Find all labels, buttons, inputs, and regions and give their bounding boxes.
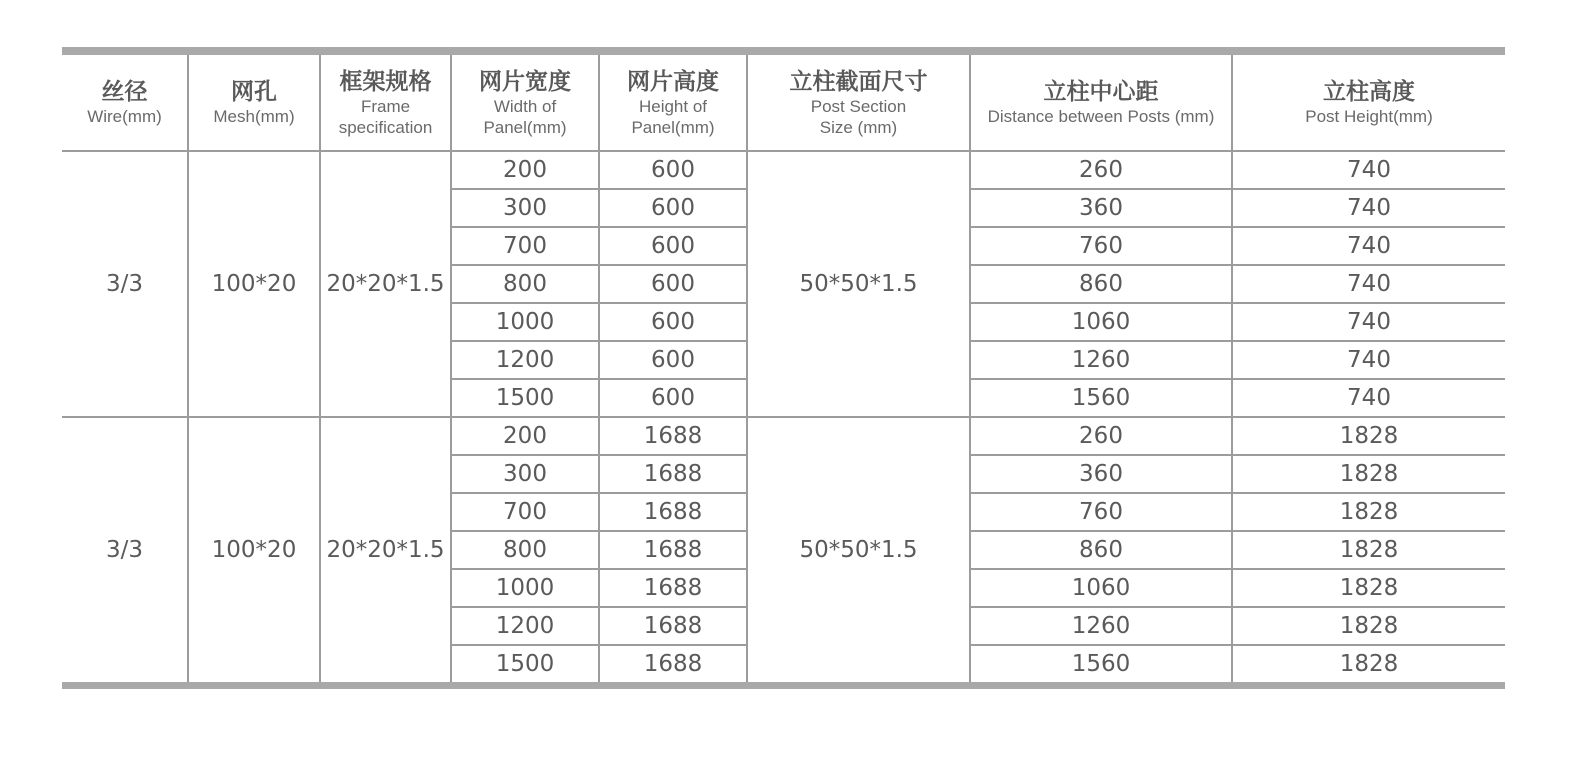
panel-width-cell: 1200 <box>451 341 599 379</box>
panel-height-cell: 1688 <box>599 569 747 607</box>
post-height-cell: 740 <box>1232 303 1505 341</box>
table-row <box>62 151 1505 189</box>
post-distance-cell: 760 <box>970 493 1232 531</box>
header-post-height: 立柱高度 Post Height(mm) <box>1232 55 1505 151</box>
panel-width-cell: 1500 <box>451 645 599 682</box>
table-header <box>62 55 1505 151</box>
mesh-cell: 100*20 <box>188 417 320 682</box>
panel-height-cell: 600 <box>599 227 747 265</box>
mesh-cell: 100*20 <box>188 151 320 417</box>
panel-height-cell: 600 <box>599 189 747 227</box>
panel-width-cell: 1200 <box>451 607 599 645</box>
panel-width-cell: 1000 <box>451 303 599 341</box>
post-section-cell: 50*50*1.5 <box>747 151 970 417</box>
bottom-rule <box>62 682 1505 689</box>
post-height-cell: 1828 <box>1232 455 1505 493</box>
header-frame: 框架规格 Frame specification <box>320 55 451 151</box>
panel-width-cell: 300 <box>451 189 599 227</box>
frame-cell: 20*20*1.5 <box>320 151 451 417</box>
post-height-cell: 1828 <box>1232 417 1505 455</box>
panel-height-cell: 1688 <box>599 645 747 682</box>
post-height-cell: 740 <box>1232 379 1505 417</box>
panel-width-cell: 700 <box>451 227 599 265</box>
post-height-cell: 740 <box>1232 265 1505 303</box>
group-1 <box>62 151 1505 417</box>
panel-height-cell: 600 <box>599 151 747 189</box>
header-post-section: 立柱截面尺寸 Post Section Size (mm) <box>747 55 970 151</box>
post-distance-cell: 1560 <box>970 645 1232 682</box>
post-distance-cell: 760 <box>970 227 1232 265</box>
post-distance-cell: 360 <box>970 455 1232 493</box>
panel-width-cell: 300 <box>451 455 599 493</box>
post-height-cell: 740 <box>1232 341 1505 379</box>
panel-height-cell: 1688 <box>599 455 747 493</box>
top-rule <box>62 47 1505 55</box>
wire-cell: 3/3 <box>105 537 143 563</box>
post-distance-cell: 1260 <box>970 341 1232 379</box>
post-height-cell: 1828 <box>1232 645 1505 682</box>
post-height-cell: 1828 <box>1232 531 1505 569</box>
panel-width-cell: 800 <box>451 265 599 303</box>
header-row <box>62 55 1505 151</box>
post-height-cell: 740 <box>1232 227 1505 265</box>
post-distance-cell: 860 <box>970 531 1232 569</box>
panel-width-cell: 1500 <box>451 379 599 417</box>
panel-height-cell: 1688 <box>599 493 747 531</box>
panel-height-cell: 600 <box>599 265 747 303</box>
panel-width-cell: 1000 <box>451 569 599 607</box>
frame-cell: 20*20*1.5 <box>320 417 451 682</box>
spec-table <box>62 55 1505 682</box>
panel-width-cell: 800 <box>451 531 599 569</box>
post-distance-cell: 1060 <box>970 569 1232 607</box>
header-wire: 丝径 Wire(mm) <box>62 55 188 151</box>
panel-height-cell: 1688 <box>599 531 747 569</box>
panel-height-cell: 600 <box>599 303 747 341</box>
panel-height-cell: 1688 <box>599 417 747 455</box>
post-distance-cell: 260 <box>970 417 1232 455</box>
post-height-cell: 1828 <box>1232 493 1505 531</box>
post-height-cell: 1828 <box>1232 607 1505 645</box>
wire-cell: 3/3 <box>62 151 188 417</box>
panel-height-cell: 1688 <box>599 607 747 645</box>
post-section-cell: 50*50*1.5 <box>747 417 970 682</box>
panel-height-cell: 600 <box>599 379 747 417</box>
panel-width-cell: 200 <box>451 151 599 189</box>
panel-width-cell: 700 <box>451 493 599 531</box>
header-panel-width: 网片宽度 Width of Panel(mm) <box>451 55 599 151</box>
post-height-cell: 740 <box>1232 189 1505 227</box>
post-height-cell: 1828 <box>1232 569 1505 607</box>
post-distance-cell: 860 <box>970 265 1232 303</box>
post-distance-cell: 1260 <box>970 607 1232 645</box>
header-panel-height: 网片高度 Height of Panel(mm) <box>599 55 747 151</box>
table-row <box>62 417 1505 455</box>
header-mesh: 网孔 Mesh(mm) <box>188 55 320 151</box>
group-2 <box>62 417 1505 682</box>
post-distance-cell: 360 <box>970 189 1232 227</box>
post-distance-cell: 260 <box>970 151 1232 189</box>
post-distance-cell: 1060 <box>970 303 1232 341</box>
panel-width-cell: 200 <box>451 417 599 455</box>
panel-height-cell: 600 <box>599 341 747 379</box>
post-distance-cell: 1560 <box>970 379 1232 417</box>
spec-table-container <box>62 47 1505 689</box>
header-post-distance: 立柱中心距 Distance between Posts (mm) <box>970 55 1232 151</box>
post-height-cell: 740 <box>1232 151 1505 189</box>
